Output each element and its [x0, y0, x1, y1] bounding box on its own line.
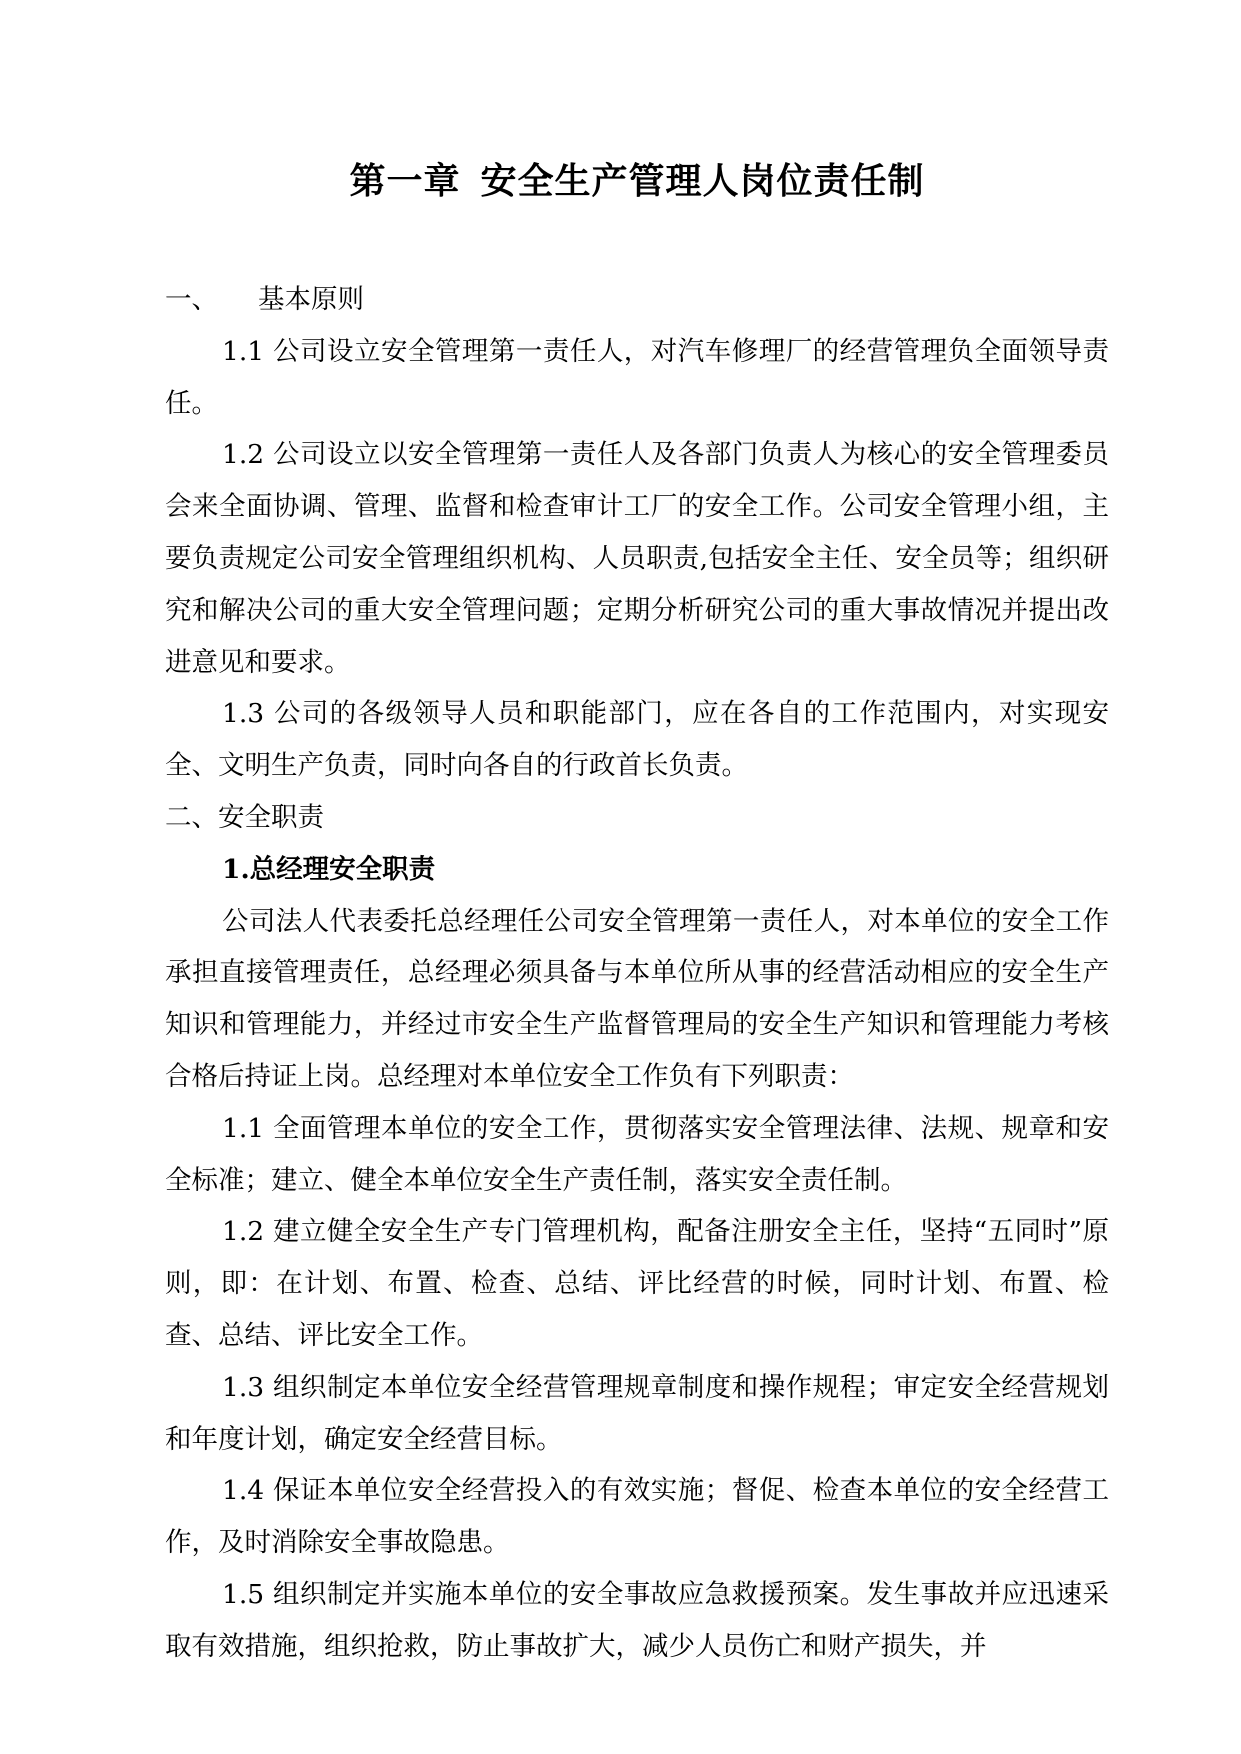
section-number: 二、	[165, 801, 218, 833]
chapter-title	[165, 150, 1109, 212]
section-number: 一、	[165, 284, 218, 315]
section-title: 安全职责	[218, 801, 324, 833]
section-heading-duties	[165, 792, 1109, 844]
principle-paragraph: 1.3 公司的各级领导人员和职能部门，应在各自的工作范围内，对实现安全、文明生产负责，同时向各自的行政首长负责。	[165, 698, 1109, 782]
gm-duties-intro: 公司法人代表委托总经理任公司安全管理第一责任人，对本单位的安全工作承担直接管理责任，总经理必须具备与本单位所从事的经营活动相应的安全生产知识和管理能力，并经过市安全生产监督管理局的安全生产知识和管理能力考核合格后持证上岗。总经理对本单位安全工作负有下列职责：	[165, 905, 1109, 1092]
gm-duty-item: 1.5 组织制定并实施本单位的安全事故应急救援预案。发生事故并应迅速采取有效措施，组织抢救，防止事故扩大，减少人员伤亡和财产损失，并	[165, 1578, 1109, 1662]
section-heading-principles	[165, 274, 1109, 326]
principle-paragraph: 1.2 公司设立以安全管理第一责任人及各部门负责人为核心的安全管理委员会来全面协调、管理、监督和检查审计工厂的安全工作。公司安全管理小组，主要负责规定公司安全管理组织机构、人员职责,包括安全主任、安全员等；组织研究和解决公司的重大安全管理问题；定期分析研究公司的重大事故情况并提出改进意见和要求。	[165, 439, 1109, 678]
principle-paragraph: 1.1 公司设立安全管理第一责任人，对汽车修理厂的经营管理负全面领导责任。	[165, 335, 1109, 419]
chapter-number: 第一章	[349, 160, 461, 202]
gm-duty-item: 1.4 保证本单位安全经营投入的有效实施；督促、检查本单位的安全经营工作，及时消除安全事故隐患。	[165, 1475, 1109, 1559]
section-title: 基本原则	[258, 284, 364, 315]
chapter-name: 安全生产管理人岗位责任制	[480, 160, 925, 202]
gm-duty-item: 1.1 全面管理本单位的安全工作，贯彻落实安全管理法律、法规、规章和安全标准；建立、健全本单位安全生产责任制，落实安全责任制。	[165, 1112, 1109, 1196]
document-body	[165, 274, 1109, 1673]
gm-duties-subheading: 1.总经理安全职责	[222, 853, 436, 885]
gm-duty-item: 1.2 建立健全安全生产专门管理机构，配备注册安全主任，坚持“五同时”原则，即：在计划、布置、检查、总结、评比经营的时候，同时计划、布置、检查、总结、评比安全工作。	[165, 1216, 1109, 1351]
gm-duty-item: 1.3 组织制定本单位安全经营管理规章制度和操作规程；审定安全经营规划和年度计划，确定安全经营目标。	[165, 1371, 1109, 1455]
